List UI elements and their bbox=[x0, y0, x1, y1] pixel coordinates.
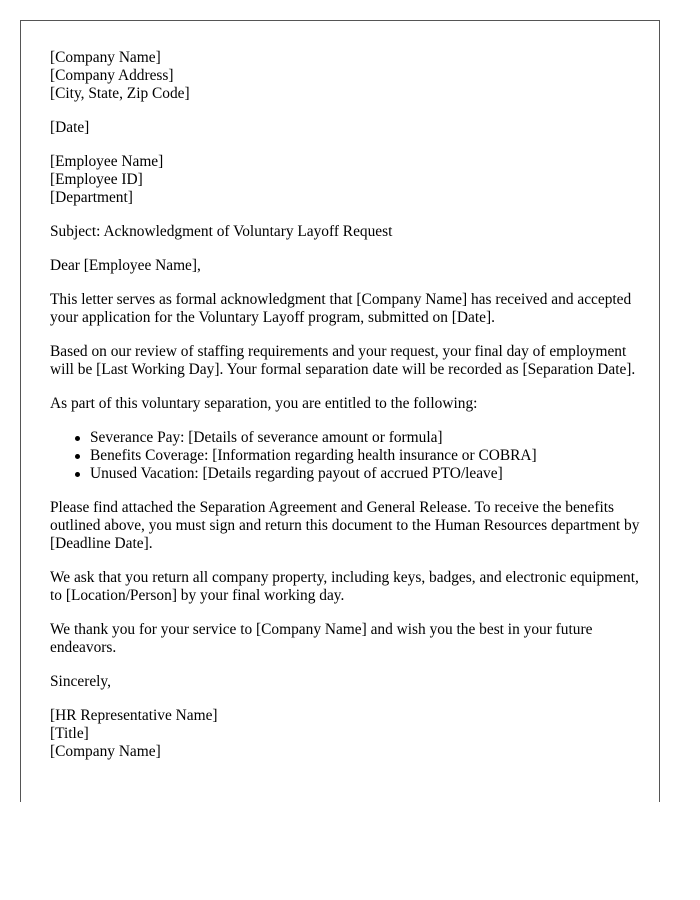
paragraph-agreement bbox=[50, 499, 640, 553]
signature-title: [Title] bbox=[50, 725, 89, 742]
paragraph-intro-text: This letter serves as formal acknowledgment that [Company Name] has received and accepted your application for the Voluntary Layoff program, submitted on [Date]. bbox=[50, 291, 632, 326]
recipient-address bbox=[50, 153, 640, 207]
paragraph-intro bbox=[50, 291, 640, 327]
signature-name: [HR Representative Name] bbox=[50, 707, 218, 724]
closing bbox=[50, 673, 640, 691]
paragraph-review-text: Based on our review of staffing requirements and your request, your final day of employment will be [Last Working Day]. Your formal separation date will be recorded as [Separation Date]. bbox=[50, 343, 636, 378]
letter-page bbox=[20, 20, 660, 802]
sender-company-address: [Company Address] bbox=[50, 67, 174, 84]
paragraph-agreement-text: Please find attached the Separation Agreement and General Release. To receive the benefits outlined above, you must sign and return this document to the Human Resources department by [Deadline Date]. bbox=[50, 499, 640, 552]
paragraph-thanks bbox=[50, 621, 640, 657]
benefits-list bbox=[50, 429, 640, 483]
subject-text: Subject: Acknowledgment of Voluntary Layoff Request bbox=[50, 223, 393, 240]
paragraph-entitlement-text: As part of this voluntary separation, you are entitled to the following: bbox=[50, 395, 478, 412]
subject-line bbox=[50, 223, 640, 241]
signature-block bbox=[50, 707, 640, 761]
sender-company-name: [Company Name] bbox=[50, 49, 161, 66]
benefit-benefits-coverage: Benefits Coverage: [Information regarding health insurance or COBRA] bbox=[90, 447, 640, 465]
date-text: [Date] bbox=[50, 119, 90, 136]
recipient-employee-id: [Employee ID] bbox=[50, 171, 143, 188]
letter-content bbox=[50, 49, 640, 777]
paragraph-review bbox=[50, 343, 640, 379]
sender-address bbox=[50, 49, 640, 103]
paragraph-property bbox=[50, 569, 640, 605]
benefit-unused-vacation: Unused Vacation: [Details regarding payout of accrued PTO/leave] bbox=[90, 465, 640, 483]
paragraph-thanks-text: We thank you for your service to [Company Name] and wish you the best in your future endeavors. bbox=[50, 621, 593, 656]
benefit-severance-pay: Severance Pay: [Details of severance amount or formula] bbox=[90, 429, 640, 447]
recipient-department: [Department] bbox=[50, 189, 133, 206]
paragraph-property-text: We ask that you return all company property, including keys, badges, and electronic equipment, to [Location/Person] by your final working day. bbox=[50, 569, 639, 604]
paragraph-entitlement bbox=[50, 395, 640, 413]
recipient-employee-name: [Employee Name] bbox=[50, 153, 164, 170]
signature-company: [Company Name] bbox=[50, 743, 161, 760]
salutation bbox=[50, 257, 640, 275]
salutation-text: Dear [Employee Name], bbox=[50, 257, 201, 274]
closing-text: Sincerely, bbox=[50, 673, 111, 690]
letter-date bbox=[50, 119, 640, 137]
sender-city-state-zip: [City, State, Zip Code] bbox=[50, 85, 190, 102]
